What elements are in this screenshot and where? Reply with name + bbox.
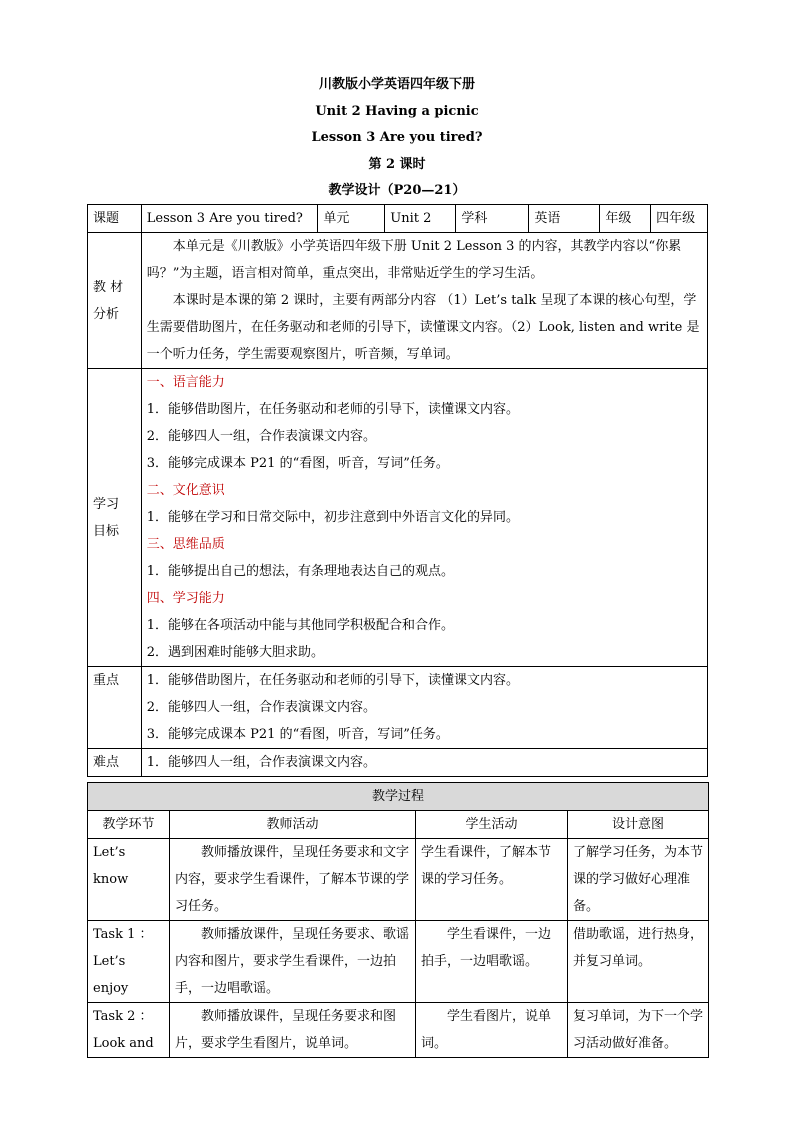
objective-item: 1．能够在各项活动中能与其他同学积极配合和合作。 [146, 618, 455, 633]
document-header [0, 72, 794, 205]
design-intent-cell: 复习单词，为下一个学习活动做好准备。 [568, 1003, 709, 1058]
objectives-row [88, 369, 708, 667]
student-activity-cell: 学生看图片，说单词。 [416, 1003, 568, 1058]
objective-item: 1．能够在学习和日常交际中，初步注意到中外语言文化的异同。 [146, 510, 520, 525]
col-teacher-header: 教师活动 [170, 811, 416, 839]
col-intent-header: 设计意图 [568, 811, 709, 839]
key-point-item: 1．能够借助图片，在任务驱动和老师的引导下，读懂课文内容。 [146, 673, 520, 688]
subject-value: 英语 [529, 205, 600, 233]
key-points-label: 重点 [88, 667, 142, 749]
teacher-activity-cell: 教师播放课件，呈现任务要求和文字内容，要求学生看课件，了解本节课的学习任务。 [170, 839, 416, 921]
teacher-activity-cell: 教师播放课件，呈现任务要求和图片，要求学生看图片，说单词。 [170, 1003, 416, 1058]
objective-item: 2．遇到困难时能够大胆求助。 [146, 645, 325, 660]
grade-value: 四年级 [651, 205, 708, 233]
objectives-label-a: 学习 [93, 496, 120, 512]
design-intent-cell: 借助歌谣，进行热身，并复习单词。 [568, 921, 709, 1003]
unit-value: Unit 2 [385, 205, 456, 233]
stage-cell: Let’s know [88, 839, 170, 921]
key-points-content [141, 667, 707, 749]
stage-cell: Task 2 ： Look and [88, 1003, 170, 1058]
table-row [88, 921, 709, 1003]
key-point-item: 3．能够完成课本 P21 的“看图，听音，写词”任务。 [146, 727, 449, 742]
col-stage-header: 教学环节 [88, 811, 170, 839]
header-line-5: 教学设计（P20—21） [328, 183, 466, 198]
student-activity-cell: 学生看课件，了解本节课的学习任务。 [416, 839, 568, 921]
objective-item: 1．能够提出自己的想法，有条理地表达自己的观点。 [146, 564, 455, 579]
textbook-label-a: 教 材 [93, 279, 124, 295]
topic-value: Lesson 3 Are you tired? [141, 205, 318, 233]
objective-heading-3: 三、思维品质 [146, 537, 225, 552]
objective-heading-1: 一、语言能力 [146, 375, 225, 390]
objectives-content [141, 369, 707, 667]
lesson-info-table [87, 204, 708, 777]
design-intent-cell: 了解学习任务，为本节课的学习做好心理准备。 [568, 839, 709, 921]
process-title: 教学过程 [88, 783, 709, 811]
table-row [88, 1003, 709, 1058]
process-header-row [88, 811, 709, 839]
textbook-analysis-row [88, 233, 708, 369]
difficulties-label: 难点 [88, 749, 142, 777]
textbook-analysis-label [88, 233, 142, 369]
textbook-paragraph-1: 本单元是《川教版》小学英语四年级下册 Unit 2 Lesson 3 的内容，其教学内容以“你累吗？”为主题，语言相对简单，重点突出，非常贴近学生的学习生活。 [146, 239, 682, 281]
difficulties-row [88, 749, 708, 777]
objective-item: 2．能够四人一组，合作表演课文内容。 [146, 429, 377, 444]
objective-item: 1．能够借助图片，在任务驱动和老师的引导下，读懂课文内容。 [146, 402, 520, 417]
textbook-paragraph-2: 本课时是本课的第 2 课时，主要有两部分内容 （1）Let’s talk 呈现了本课的核心句型，学生需要借助图片，在任务驱动和老师的引导下，读懂课文内容。（2）Look, listen and write 是一个听力任务，学生需要观察图片，听音频，写单词。 [146, 293, 700, 362]
objective-heading-2: 二、文化意识 [146, 483, 225, 498]
key-point-item: 2．能够四人一组，合作表演课文内容。 [146, 700, 377, 715]
info-row [88, 205, 708, 233]
teacher-activity-cell: 教师播放课件，呈现任务要求、歌谣内容和图片，要求学生看课件，一边拍手，一边唱歌谣。 [170, 921, 416, 1003]
table-row [88, 839, 709, 921]
topic-label: 课题 [88, 205, 142, 233]
difficulties-content: 1．能够四人一组，合作表演课文内容。 [141, 749, 707, 777]
header-line-2: Unit 2 Having a picnic [315, 103, 479, 119]
textbook-label-b: 分析 [93, 306, 120, 322]
subject-label: 学科 [456, 205, 529, 233]
objectives-label-b: 目标 [93, 523, 120, 539]
objectives-label [88, 369, 142, 667]
stage-cell: Task 1 ： Let’s enjoy [88, 921, 170, 1003]
header-line-4: 第 2 课时 [368, 156, 426, 172]
grade-label: 年级 [600, 205, 651, 233]
col-student-header: 学生活动 [416, 811, 568, 839]
objective-item: 3．能够完成课本 P21 的“看图，听音，写词”任务。 [146, 456, 449, 471]
header-line-1: 川教版小学英语四年级下册 [318, 77, 475, 92]
header-line-3: Lesson 3 Are you tired? [311, 130, 483, 145]
objective-heading-4: 四、学习能力 [146, 591, 225, 606]
teaching-process-table [87, 782, 709, 1058]
student-activity-cell: 学生看课件，一边拍手，一边唱歌谣。 [416, 921, 568, 1003]
unit-label: 单元 [318, 205, 385, 233]
key-points-row [88, 667, 708, 749]
textbook-analysis-content [141, 233, 707, 369]
